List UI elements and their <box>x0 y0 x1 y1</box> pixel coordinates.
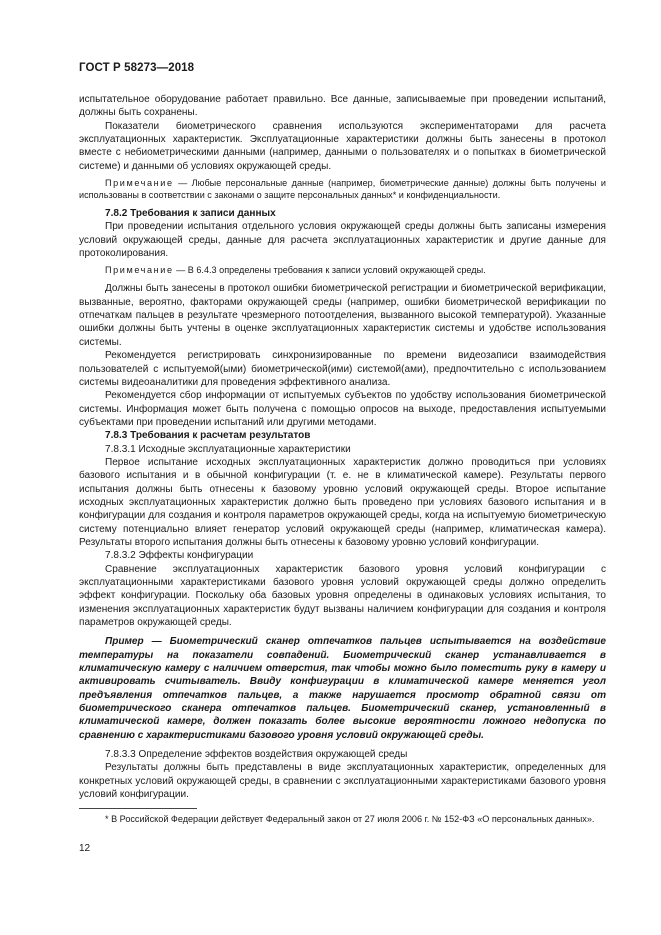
page-number: 12 <box>79 843 91 854</box>
paragraph: Рекомендуется регистрировать синхронизированные по времени видеозаписи взаимодействия пользователей с испытуемой(ыми) биометрической(ими) системой(ами), предпочтительно с использованием системы видеоаналитики для проведения эффективного анализа. <box>79 350 606 388</box>
paragraph: При проведении испытания отдельного условия окружающей среды должны быть записаны измерения условий окружающей среды, данные для расчета эксплуатационных характеристик и другие данные для протоколирования. <box>79 221 606 260</box>
note-text: — В 6.4.3 определены требования к записи условий окружающей среды. <box>173 265 486 276</box>
page-body <box>79 93 606 825</box>
paragraph: Показатели биометрического сравнения используются экспериментаторами для расчета эксплуатационных характеристик. Эксплуатационные характеристики должны быть занесены в протокол вместе с небиометрическими данными (например, данными о пользователях и о попытках в биометрической системе) и данными об условиях окружающей среды. <box>79 120 606 172</box>
example: Пример — Биометрический сканер отпечатков пальцев испытывается на воздействие температуры на показатели совпадений. Биометрический сканер устанавливается в климатическую камеру с наличием отверстия, так чтобы можно было поместить руку в камеру и активировать считыватель. Ввиду конфигурации в климатической камере меняется угол предъявления отпечатков пальцев, а также нарушается просмотр обратной связи от биометрического сканера отпечатков пальцев. Биометрический сканер, установленный в климатической камере, должен показать более высокие вероятности ложного недопуска по сравнению с характеристиками базового уровня условий окружающей среды. <box>79 636 606 741</box>
section-heading: 7.8.2 Требования к записи данных <box>105 208 276 220</box>
paragraph: Сравнение эксплуатационных характеристик базового уровня условий конфигурации с эксплуатационными характеристиками базового уровня условий окружающей среды должно определить эффект конфигурации. Поскольку оба базовых уровня определены в одинаковых условиях испытания, то изменения эксплуатационных характеристик будут вызваны наличием конфигурации для создания и контроля параметров окружающей среды. <box>79 563 606 629</box>
subsection-heading: 7.8.3.1 Исходные эксплуатационные характеристики <box>105 443 351 455</box>
paragraph: Результаты должны быть представлены в виде эксплуатационных характеристик, определенных для конкретных условий окружающей среды, в сравнении с эксплуатационными характеристиками базового уровня условий конфигурации. <box>79 762 606 801</box>
note-text: — Любые персональные данные (например, биометрические данные) должны быть получены и использованы в соответствии с законами о защите персональных данных* и конфиденциальности. <box>79 178 606 201</box>
subsection-heading: 7.8.3.3 Определение эффектов воздействия окружающей среды <box>105 749 408 761</box>
note <box>79 264 606 276</box>
section-heading: 7.8.3 Требования к расчетам результатов <box>105 430 311 442</box>
paragraph: Рекомендуется сбор информации от испытуемых субъектов по удобству использования биометрической системы. Информация может быть получена с помощью опросов на выходе, предоставления испытуемыми субъектами при проведении испытаний или другими методами. <box>79 390 606 428</box>
note-label: Примечание <box>105 265 174 276</box>
paragraph: Должны быть занесены в протокол ошибки биометрической регистрации и биометрической верификации, вызванные, вероятно, факторами окружающей среды (например, ошибки биометрической верификации по отпечаткам пальцев в результате чрезмерного потоотделения, вызванного высокой температурой). Указанные ошибки должны быть учтены в оценке эксплуатационных характеристик системы и удобстве использования системы. <box>79 283 606 348</box>
document-header: ГОСТ Р 58273—2018 <box>79 62 195 74</box>
note-label: Примечание <box>105 178 174 189</box>
paragraph: испытательное оборудование работает правильно. Все данные, записываемые при проведении испытаний, должны быть сохранены. <box>79 94 606 119</box>
paragraph: Первое испытание исходных эксплуатационных характеристик должно проводиться при условиях базового испытания и в обычной конфигурации (т. е. не в климатической камере). Результаты первого испытания должны быть отнесены к базовому уровню условий окружающей среды. Второе испытание исходных эксплуатационных характеристик должно быть проведено при условиях базового испытания и в конфигурации для создания и контроля параметров окружающей среды, когда на испытуемую биометрическую систему потенциально влияет генератор условий окружающей среды (например, климатическая камера). Результаты второго испытания должны быть отнесены к базовому уровню условий конфигурации. <box>79 456 606 548</box>
subsection-heading: 7.8.3.2 Эффекты конфигурации <box>105 550 254 562</box>
footnote: * В Российской Федерации действует Федеральный закон от 27 июля 2006 г. № 152-ФЗ «О персональных данных». <box>105 813 595 824</box>
note <box>79 177 606 201</box>
